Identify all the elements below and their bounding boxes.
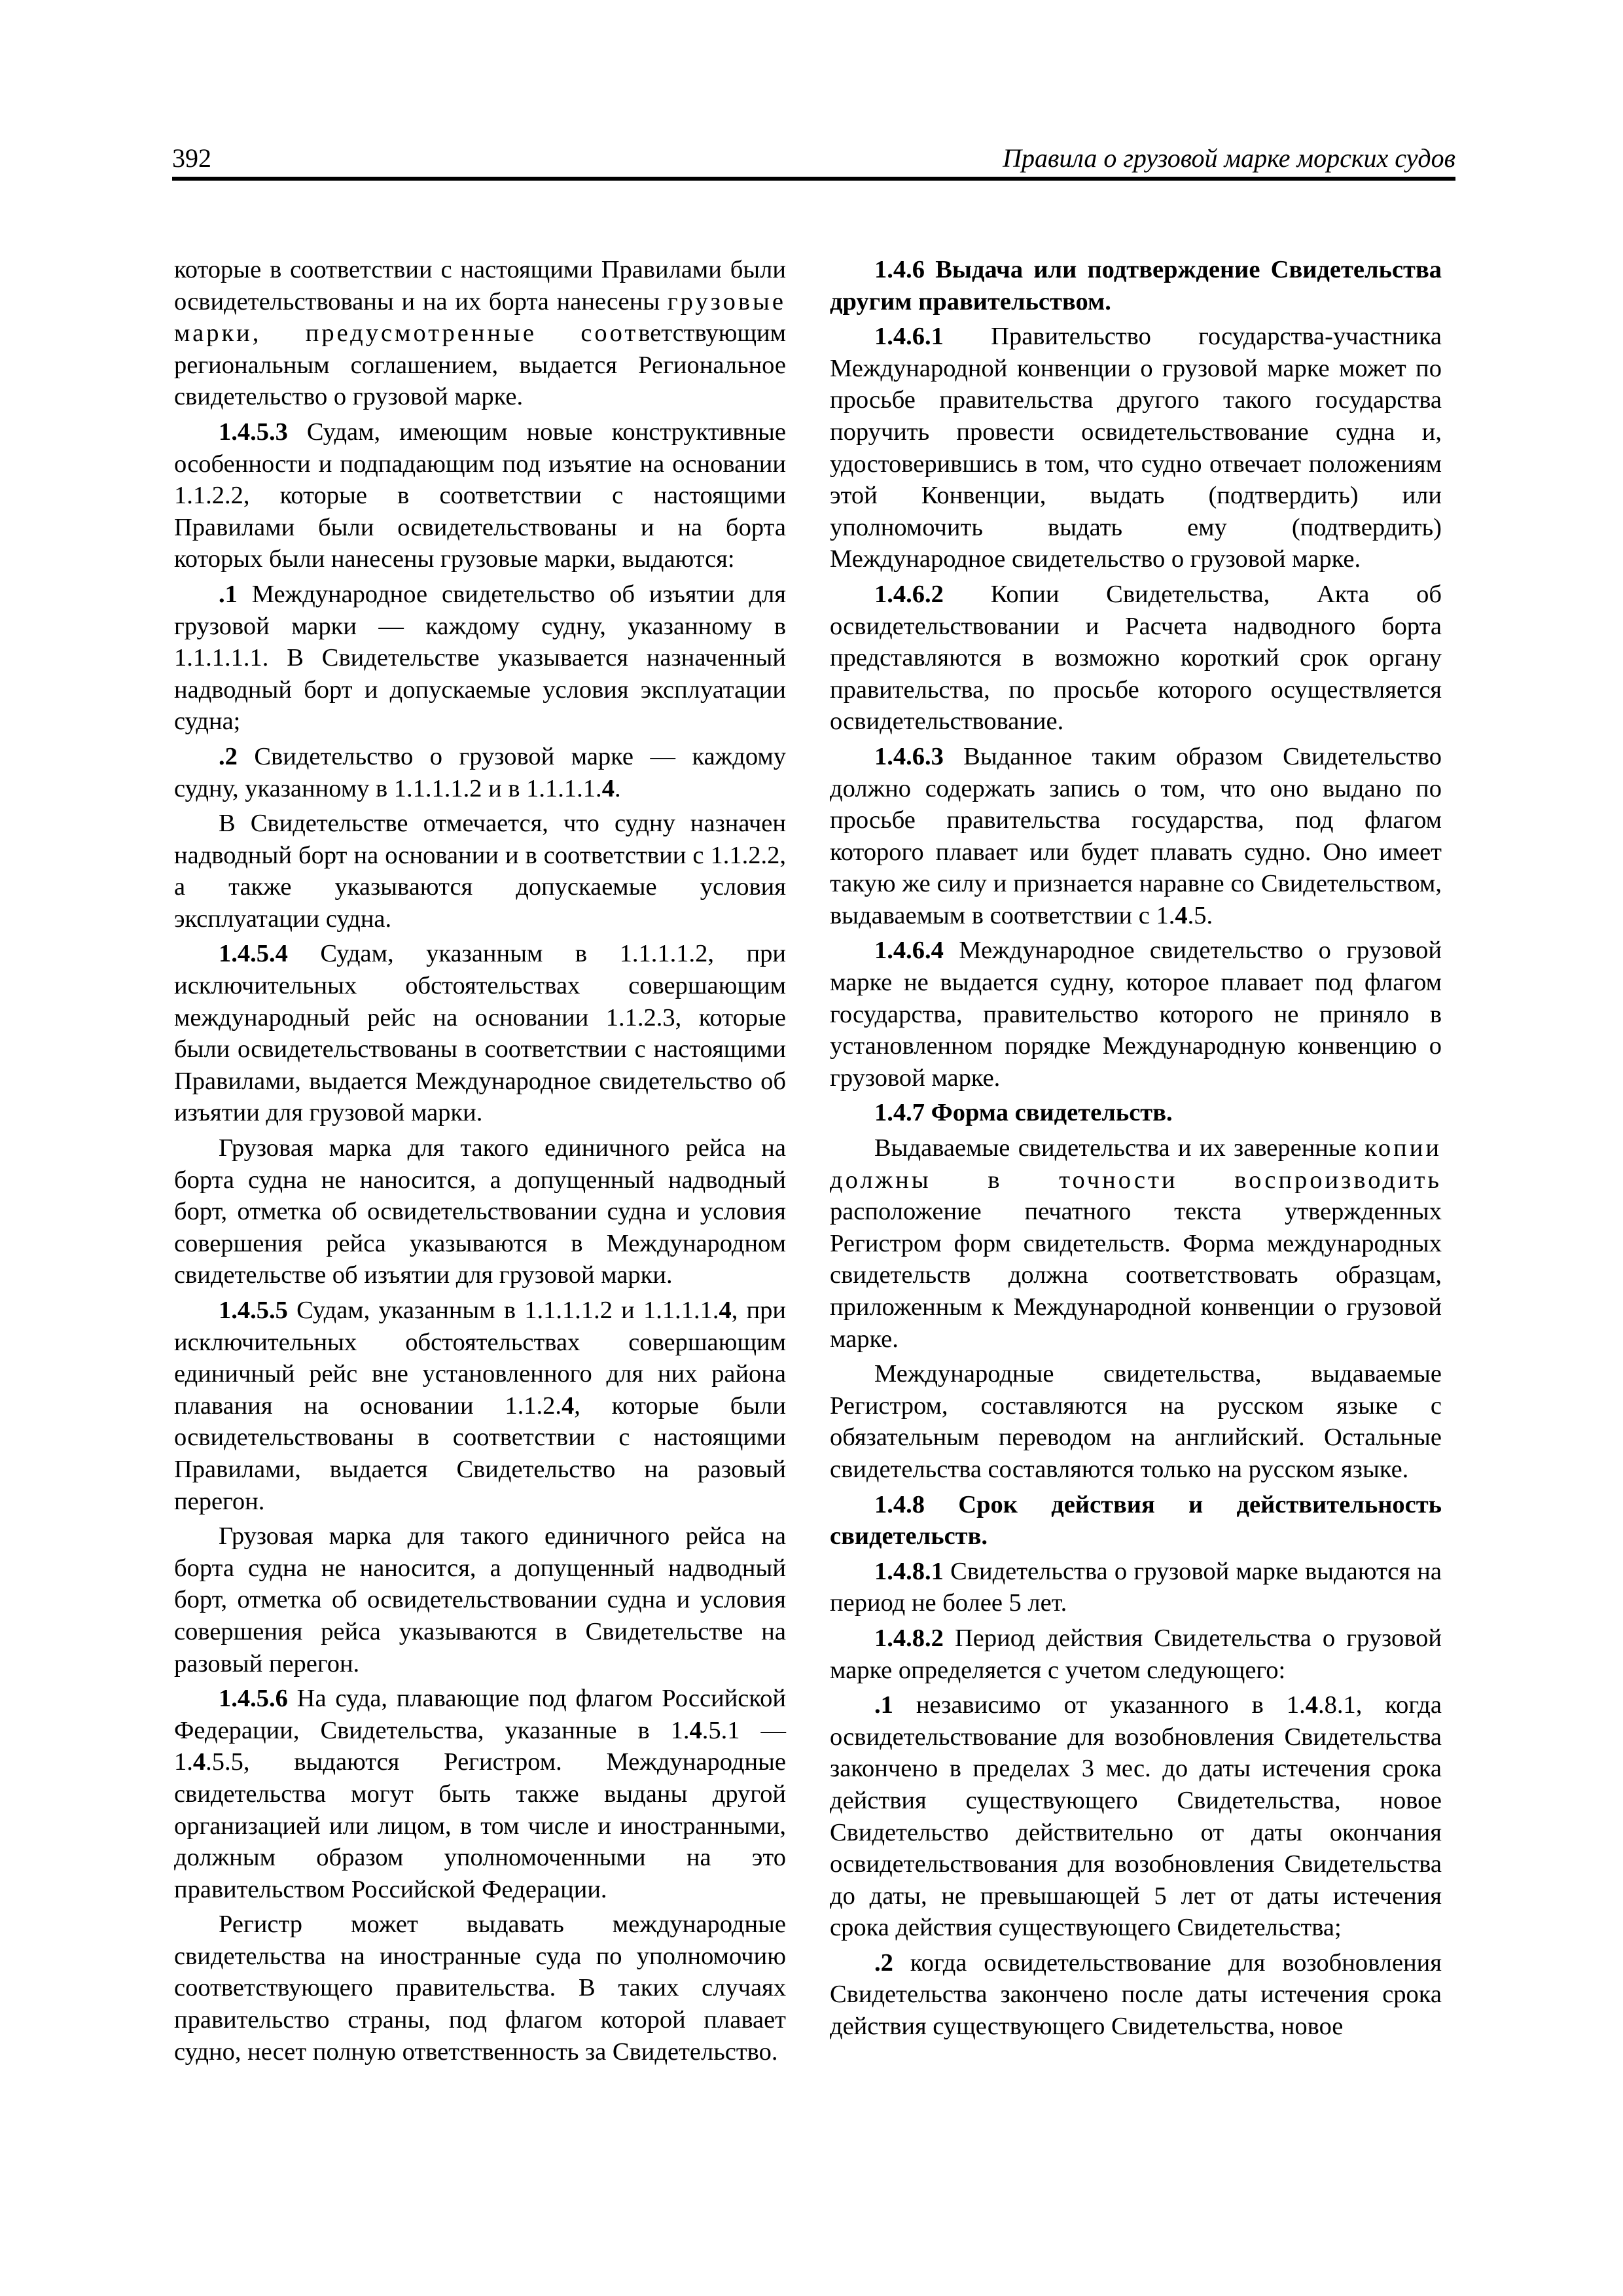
section-number: 1.4.6.2: [874, 580, 944, 608]
list-item-r2: .2 когда освидетельствование для возобновления Свидетельства закончено после даты истечения срока действия существующего Свидетельства, новое: [830, 1948, 1442, 2041]
heading-1-4-8: 1.4.8 Срок действия и действительность свидетельств.: [830, 1490, 1442, 1551]
running-title: Правила о грузовой марке морских судов: [1003, 143, 1455, 173]
section-number: 1.4.8.1: [874, 1557, 944, 1585]
section-1-4-5-5: 1.4.5.5 Судам, указанным в 1.1.1.1.2 и 1.1.1.1.4, при исключительных обстоятельствах совершающим единичный рейс вне установленного для них района плавания на основании 1.1.2.4, которые были освидетельствованы в соответствии с настоящими Правилами, выдается Свидетельство на разовый перегон.: [174, 1297, 786, 1515]
section-1-4-6-1: 1.4.6.1 Правительство государства-участника Международной конвенции о грузовой марке может по просьбе правительства другого такого государства поручить провести освидетельствование судна и, удостоверившись в том, что судно отвечает положениям этой Конвенции, выдать (подтвердить) или уполномочить выдать ему (подтвердить) Международное свидетельство о грузовой марке.: [830, 323, 1442, 573]
section-number: 1.4.6.3: [874, 742, 944, 770]
list-item-2: .2 Свидетельство о грузовой марке — каждому судну, указанному в 1.1.1.1.2 и в 1.1.1.1.4.: [174, 742, 786, 802]
section-1-4-5-3: 1.4.5.3 Судам, имеющим новые конструктивные особенности и подпадающим под изъятие на основании 1.1.2.2, которые в соответствии с настоящими Правилами были освидетельствованы и на борта которых были нанесены грузовые марки, выдаются:: [174, 418, 786, 573]
left-column: [174, 254, 786, 2071]
section-1-4-8-2: 1.4.8.2 Период действия Свидетельства о грузовой марке определяется с учетом следующего:: [830, 1624, 1442, 1684]
section-1-4-8-1: 1.4.8.1 Свидетельства о грузовой марке выдаются на период не более 5 лет.: [830, 1557, 1442, 1617]
section-number: 1.4.6.4: [874, 937, 944, 965]
section-number: 1.4.8.2: [874, 1624, 944, 1652]
paragraph-register: Регистр может выдавать международные свидетельства на иностранные суда по уполномочию соответствующего правительства. В таких случаях правительство страны, под флагом которой плавает судно, несет полную ответственность за Свидетельство.: [174, 1910, 786, 2066]
list-item-r1: .1 независимо от указанного в 1.4.8.1, когда освидетельствование для возобновления Свидетельства закончено в пределах 3 мес. до даты истечения срока действия существующего Свидетельства, новое Свидетельство действительно от даты окончания освидетельствования для возобновления Свидетельства до даты, не превышающей 5 лет от даты истечения срока действия существующего Свидетельства;: [830, 1691, 1442, 1942]
section-1-4-6-3: 1.4.6.3 Выданное таким образом Свидетельство должно содержать запись о том, что оно выдано по просьбе правительства государства, под флагом которого плавает или будет плавать судно. Оно имеет такую же силу и признается наравне со Свидетельством, выдаваемым в соответствии с 1.4.5.: [830, 742, 1442, 929]
section-number: 1.4.5.5: [219, 1297, 288, 1324]
paragraph-load-line-2: Грузовая марка для такого единичного рейса на борта судна не наносится, а допущенный надводный борт, отметка об освидетельствовании судна и условия совершения рейса указываются в Свидетельстве на разовый перегон.: [174, 1522, 786, 1677]
section-number: 1.4.6.1: [874, 323, 944, 351]
section-number: 1.4.5.4: [219, 940, 288, 968]
paragraph-continued: которые в соответствии с настоящими Правилами были освидетельствованы и на их борта нанесены грузовые марки, предусмотренные соответствующим региональным соглашением, выдается Региональное свидетельство о грузовой марке.: [174, 256, 786, 411]
paragraph-language: Международные свидетельства, выдаваемые Регистром, составляются на русском языке с обязательным переводом на английский. Остальные свидетельства составляются только на русском языке.: [830, 1360, 1442, 1483]
section-1-4-6-2: 1.4.6.2 Копии Свидетельства, Акта об освидетельствовании и Расчета надводного борта представляются в возможно короткий срок органу правительства, по просьбе которого осуществляется освидетельствование.: [830, 580, 1442, 736]
section-1-4-5-6: 1.4.5.6 На суда, плавающие под флагом Российской Федерации, Свидетельства, указанные в 1.4.5.1 — 1.4.5.5, выдаются Регистром. Международные свидетельства могут быть также выданы другой организацией или лицом, в том числе и иностранными, должным образом уполномоченными на это правительством Российской Федерации.: [174, 1685, 787, 1903]
section-number: 1.4.5.3: [219, 418, 288, 446]
section-1-4-5-4: 1.4.5.4 Судам, указанным в 1.1.1.1.2, при исключительных обстоятельствах совершающим международный рейс на основании 1.1.2.3, которые были освидетельствованы в соответствии с настоящими Правилами, выдается Международное свидетельство об изъятии для грузовой марки.: [174, 940, 786, 1127]
heading-1-4-6: 1.4.6 Выдача или подтверждение Свидетельства другим правительством.: [830, 256, 1442, 315]
item-number: .1: [874, 1691, 893, 1719]
paragraph-load-line-1: Грузовая марка для такого единичного рейса на борта судна не наносится, а допущенный надводный борт, отметка об освидетельствовании судна и условия совершения рейса указываются в Международном свидетельстве об изъятии для грузовой марки.: [174, 1134, 786, 1289]
item-number: .2: [874, 1948, 893, 1977]
section-number: 1.4.5.6: [219, 1685, 288, 1713]
paragraph-note: В Свидетельстве отмечается, что судну назначен надводный борт на основании и в соответствии с 1.1.2.2, а также указываются допускаемые условия эксплуатации судна.: [174, 810, 786, 933]
list-item-1: .1 Международное свидетельство об изъятии для грузовой марки — каждому судну, указанному в 1.1.1.1.1. В Свидетельстве указывается назначенный надводный борт и допускаемые условия эксплуатации судна;: [174, 580, 786, 736]
page-number: 392: [172, 143, 211, 173]
paragraph-form: Выдаваемые свидетельства и их заверенные копии должны в точности воспроизводить расположение печатного текста утвержденных Регистром форм свидетельств. Форма международных свидетельств должна соответствовать образцам, приложенным к Международной конвенции о грузовой марке.: [830, 1134, 1442, 1353]
item-number: .1: [219, 580, 238, 608]
right-column: [830, 254, 1442, 2046]
heading-1-4-7: 1.4.7 Форма свидетельств.: [874, 1099, 1173, 1127]
item-number: .2: [219, 742, 238, 770]
section-1-4-6-4: 1.4.6.4 Международное свидетельство о грузовой марке не выдается судну, которое плавает под флагом государства, правительство которого не приняло в установленном порядке Международную конвенцию о грузовой марке.: [830, 937, 1442, 1092]
header-rule: [172, 177, 1455, 181]
